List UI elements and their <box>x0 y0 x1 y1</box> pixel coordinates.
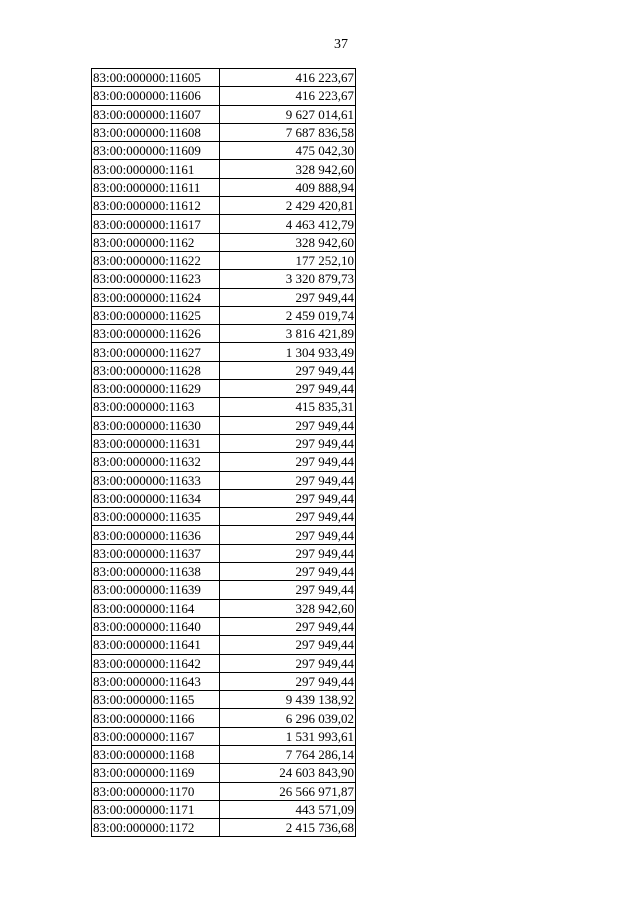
cadastral-number-cell: 83:00:000000:11608 <box>92 123 220 141</box>
table-row <box>92 636 356 654</box>
value-cell: 409 888,94 <box>220 178 356 196</box>
cadastral-value-table <box>91 68 356 837</box>
value-cell: 416 223,67 <box>220 87 356 105</box>
cadastral-number-cell: 83:00:000000:11611 <box>92 178 220 196</box>
value-cell: 297 949,44 <box>220 288 356 306</box>
table-row <box>92 764 356 782</box>
value-cell: 415 835,31 <box>220 398 356 416</box>
table-row <box>92 233 356 251</box>
cadastral-number-cell: 83:00:000000:1171 <box>92 800 220 818</box>
value-cell: 297 949,44 <box>220 361 356 379</box>
cadastral-number-cell: 83:00:000000:11623 <box>92 270 220 288</box>
value-cell: 297 949,44 <box>220 526 356 544</box>
cadastral-number-cell: 83:00:000000:11622 <box>92 251 220 269</box>
table-row <box>92 69 356 87</box>
cadastral-number-cell: 83:00:000000:11638 <box>92 563 220 581</box>
cadastral-number-cell: 83:00:000000:1170 <box>92 782 220 800</box>
table-row <box>92 123 356 141</box>
table-row <box>92 398 356 416</box>
cadastral-number-cell: 83:00:000000:11643 <box>92 672 220 690</box>
table-row <box>92 270 356 288</box>
table-row <box>92 654 356 672</box>
value-cell: 297 949,44 <box>220 489 356 507</box>
cadastral-number-cell: 83:00:000000:1165 <box>92 691 220 709</box>
cadastral-number-cell: 83:00:000000:1162 <box>92 233 220 251</box>
cadastral-number-cell: 83:00:000000:11607 <box>92 105 220 123</box>
table-row <box>92 142 356 160</box>
table-row <box>92 343 356 361</box>
value-cell: 328 942,60 <box>220 160 356 178</box>
value-cell: 297 949,44 <box>220 617 356 635</box>
value-cell: 297 949,44 <box>220 544 356 562</box>
cadastral-number-cell: 83:00:000000:11617 <box>92 215 220 233</box>
table-row <box>92 325 356 343</box>
cadastral-number-cell: 83:00:000000:11609 <box>92 142 220 160</box>
table-row <box>92 434 356 452</box>
cadastral-number-cell: 83:00:000000:11632 <box>92 453 220 471</box>
value-cell: 297 949,44 <box>220 636 356 654</box>
cadastral-number-cell: 83:00:000000:11633 <box>92 471 220 489</box>
cadastral-number-cell: 83:00:000000:1166 <box>92 709 220 727</box>
value-cell: 297 949,44 <box>220 581 356 599</box>
cadastral-number-cell: 83:00:000000:11627 <box>92 343 220 361</box>
value-cell: 297 949,44 <box>220 471 356 489</box>
cadastral-number-cell: 83:00:000000:11612 <box>92 197 220 215</box>
table-row <box>92 160 356 178</box>
value-cell: 297 949,44 <box>220 654 356 672</box>
table-row <box>92 361 356 379</box>
page-number: 37 <box>334 37 348 52</box>
table-row <box>92 288 356 306</box>
cadastral-number-cell: 83:00:000000:1169 <box>92 764 220 782</box>
cadastral-number-cell: 83:00:000000:11606 <box>92 87 220 105</box>
table-row <box>92 87 356 105</box>
value-cell: 3 320 879,73 <box>220 270 356 288</box>
value-cell: 2 459 019,74 <box>220 306 356 324</box>
value-cell: 7 764 286,14 <box>220 745 356 763</box>
table-row <box>92 544 356 562</box>
value-cell: 297 949,44 <box>220 380 356 398</box>
cadastral-number-cell: 83:00:000000:11630 <box>92 416 220 434</box>
cadastral-number-cell: 83:00:000000:11637 <box>92 544 220 562</box>
cadastral-number-cell: 83:00:000000:11631 <box>92 434 220 452</box>
table-row <box>92 745 356 763</box>
cadastral-number-cell: 83:00:000000:11634 <box>92 489 220 507</box>
value-cell: 7 687 836,58 <box>220 123 356 141</box>
value-cell: 475 042,30 <box>220 142 356 160</box>
table-row <box>92 508 356 526</box>
cadastral-number-cell: 83:00:000000:11624 <box>92 288 220 306</box>
cadastral-number-cell: 83:00:000000:11626 <box>92 325 220 343</box>
cadastral-number-cell: 83:00:000000:1161 <box>92 160 220 178</box>
cadastral-number-cell: 83:00:000000:11629 <box>92 380 220 398</box>
table-row <box>92 581 356 599</box>
value-cell: 1 531 993,61 <box>220 727 356 745</box>
cadastral-number-cell: 83:00:000000:11640 <box>92 617 220 635</box>
table-row <box>92 471 356 489</box>
table-row <box>92 251 356 269</box>
table-row <box>92 453 356 471</box>
value-cell: 297 949,44 <box>220 434 356 452</box>
cadastral-number-cell: 83:00:000000:11605 <box>92 69 220 87</box>
value-cell: 328 942,60 <box>220 599 356 617</box>
cadastral-number-cell: 83:00:000000:11636 <box>92 526 220 544</box>
cadastral-number-cell: 83:00:000000:1164 <box>92 599 220 617</box>
table-row <box>92 782 356 800</box>
value-cell: 6 296 039,02 <box>220 709 356 727</box>
table-row <box>92 691 356 709</box>
value-cell: 416 223,67 <box>220 69 356 87</box>
table-row <box>92 563 356 581</box>
table-row <box>92 727 356 745</box>
table-row <box>92 672 356 690</box>
value-cell: 297 949,44 <box>220 508 356 526</box>
cadastral-number-cell: 83:00:000000:11641 <box>92 636 220 654</box>
cadastral-number-cell: 83:00:000000:11639 <box>92 581 220 599</box>
value-cell: 4 463 412,79 <box>220 215 356 233</box>
value-cell: 26 566 971,87 <box>220 782 356 800</box>
table-row <box>92 617 356 635</box>
value-cell: 297 949,44 <box>220 416 356 434</box>
value-cell: 9 627 014,61 <box>220 105 356 123</box>
table-row <box>92 416 356 434</box>
table-row <box>92 526 356 544</box>
value-cell: 3 816 421,89 <box>220 325 356 343</box>
value-cell: 1 304 933,49 <box>220 343 356 361</box>
value-cell: 297 949,44 <box>220 453 356 471</box>
table-body <box>92 69 356 837</box>
cadastral-number-cell: 83:00:000000:1172 <box>92 819 220 837</box>
value-cell: 9 439 138,92 <box>220 691 356 709</box>
table-row <box>92 306 356 324</box>
cadastral-number-cell: 83:00:000000:11628 <box>92 361 220 379</box>
cadastral-number-cell: 83:00:000000:1168 <box>92 745 220 763</box>
value-cell: 297 949,44 <box>220 672 356 690</box>
value-cell: 2 429 420,81 <box>220 197 356 215</box>
table-row <box>92 197 356 215</box>
value-cell: 328 942,60 <box>220 233 356 251</box>
cadastral-number-cell: 83:00:000000:11642 <box>92 654 220 672</box>
cadastral-number-cell: 83:00:000000:11625 <box>92 306 220 324</box>
value-cell: 443 571,09 <box>220 800 356 818</box>
table-row <box>92 215 356 233</box>
value-cell: 24 603 843,90 <box>220 764 356 782</box>
table-row <box>92 709 356 727</box>
cadastral-number-cell: 83:00:000000:1163 <box>92 398 220 416</box>
value-cell: 2 415 736,68 <box>220 819 356 837</box>
table-row <box>92 819 356 837</box>
table-row <box>92 178 356 196</box>
table-row <box>92 800 356 818</box>
cadastral-number-cell: 83:00:000000:1167 <box>92 727 220 745</box>
table-row <box>92 489 356 507</box>
cadastral-number-cell: 83:00:000000:11635 <box>92 508 220 526</box>
table-row <box>92 105 356 123</box>
table-row <box>92 380 356 398</box>
value-cell: 177 252,10 <box>220 251 356 269</box>
table-row <box>92 599 356 617</box>
value-cell: 297 949,44 <box>220 563 356 581</box>
